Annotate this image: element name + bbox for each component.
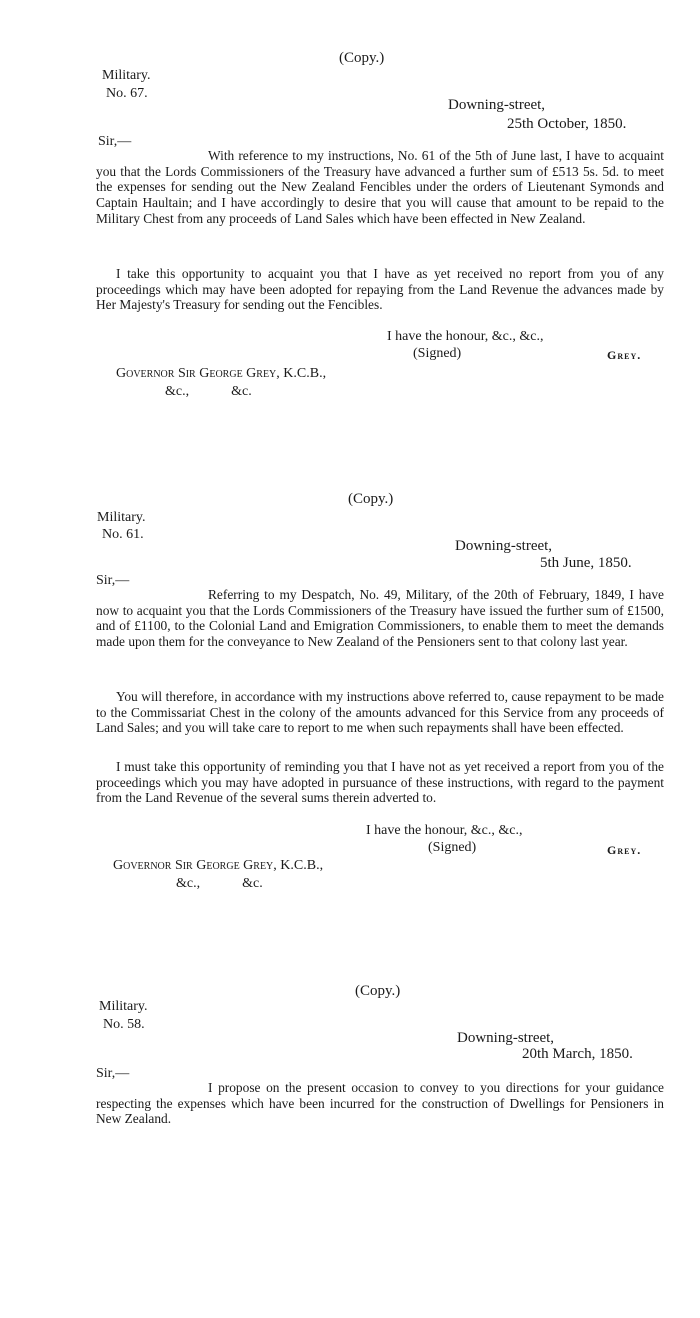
despatch-number: No. 61. <box>102 527 144 542</box>
addressee: Governor Sir George Grey, K.C.B., <box>116 366 327 381</box>
place-line: Downing-street, <box>455 538 553 554</box>
addressee: Governor Sir George Grey, K.C.B., <box>113 858 324 873</box>
salutation: Sir,— <box>96 1066 130 1081</box>
letter-paragraph: I take this opportunity to acquaint you that I have as yet received no report from you of any proceedings which may have been adopted for repaying from the Land Revenue the advances made by Her Majesty's Treasury for sending out the Fencibles. <box>96 266 664 313</box>
copy-label: (Copy.) <box>355 983 401 999</box>
letter-paragraph: You will therefore, in accordance with my instructions above referred to, cause repayment to be made to the Commissariat Chest in the colony of the amounts advanced for this Service from any proceeds of Land Sales; and you will take care to report to me when such repayments shall have been effected. <box>96 689 664 736</box>
letter-paragraph: I propose on the present occasion to convey to you directions for your guidance respecting the expenses which have been incurred for the construction of Dwellings for Pensioners in New Zealand. <box>96 1080 664 1127</box>
military-label: Military. <box>99 999 148 1014</box>
place-line: Downing-street, <box>457 1030 555 1046</box>
military-label: Military. <box>102 68 151 83</box>
place-line: Downing-street, <box>448 97 546 113</box>
salutation: Sir,— <box>98 134 132 149</box>
military-label: Military. <box>97 510 146 525</box>
despatch-number: No. 67. <box>106 86 148 101</box>
signed-label: (Signed) <box>428 840 477 855</box>
date-line: 25th October, 1850. <box>507 116 627 132</box>
signature: Grey. <box>607 843 642 857</box>
date-line: 5th June, 1850. <box>540 555 632 571</box>
addressee-etc: &c., &c. <box>165 384 252 399</box>
signature: Grey. <box>607 348 642 362</box>
addressee-etc: &c., &c. <box>176 876 263 891</box>
letter-paragraph: Referring to my Despatch, No. 49, Military, of the 20th of February, 1849, I have now to acquaint you that the Lords Commissioners of the Treasury have issued the further sum of £1500, and of £1100, to the Colonial Land and Emigration Commissioners, to enable them to meet the demands made upon them for the conveyance to New Zealand of the Pensioners sent to that colony last year. <box>96 587 664 650</box>
copy-label: (Copy.) <box>348 491 394 507</box>
copy-label: (Copy.) <box>339 50 385 66</box>
salutation: Sir,— <box>96 573 130 588</box>
closing-line: I have the honour, &c., &c., <box>387 329 544 344</box>
despatch-number: No. 58. <box>103 1017 145 1032</box>
closing-line: I have the honour, &c., &c., <box>366 823 523 838</box>
date-line: 20th March, 1850. <box>522 1046 633 1062</box>
signed-label: (Signed) <box>413 346 462 361</box>
letter-paragraph: I must take this opportunity of reminding you that I have not as yet received a report from you of the proceedings which you may have adopted in pursuance of these instructions, with regard to the payment from the Land Revenue of the several sums therein adverted to. <box>96 759 664 806</box>
letter-paragraph: With reference to my instructions, No. 61 of the 5th of June last, I have to acquaint you that the Lords Commissioners of the Treasury have advanced a further sum of £513 5s. 5d. to meet the expenses for sending out the New Zealand Fencibles under the orders of Lieutenant Symonds and Captain Haultain; and I have accordingly to desire that you will cause that amount to be repaid to the Military Chest from any proceeds of Land Sales which have been effected in New Zealand. <box>96 148 664 226</box>
